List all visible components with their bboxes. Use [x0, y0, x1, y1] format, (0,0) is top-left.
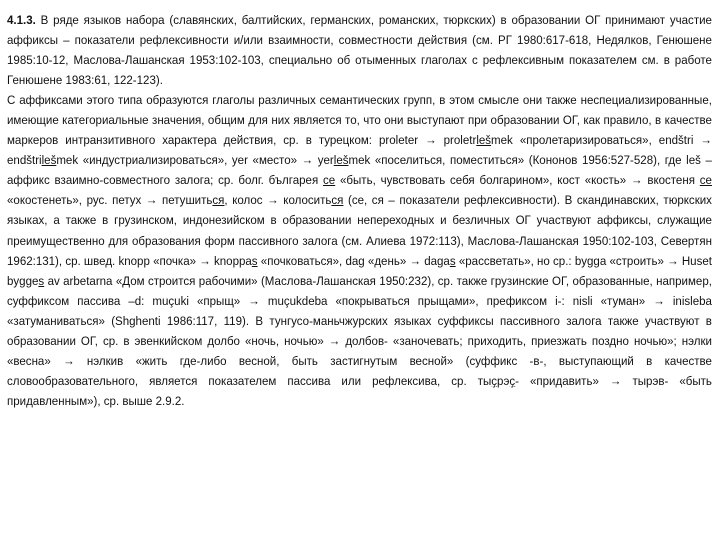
text-segment: mek «поселиться, поместиться» (Кононов 1956:527-528), где leš – аффикс взаимно-совместного залога; ср. болг. българея — [7, 153, 712, 188]
underlined-morpheme: leš — [41, 153, 57, 168]
text-segment: mek «пролетаризироваться», endštri → endštri — [7, 133, 712, 168]
underlined-morpheme: s — [38, 273, 45, 288]
underlined-morpheme: leš — [333, 153, 349, 168]
underlined-morpheme: s — [449, 253, 456, 268]
underlined-morpheme: се — [699, 173, 712, 188]
underlined-morpheme: s — [251, 253, 258, 268]
text-segment: рэ — [497, 373, 510, 388]
document-body — [7, 10, 712, 411]
paragraph-1 — [7, 10, 712, 90]
text-segment: av arbetarna «Дом строится рабочими» (Маслова-Лашанская 1950:232), ср. также грузинские ОГ, образованные, например, суффиксом пассива –d: muçuki «прыщ» → muçukdeba «покрываться прыщами», префиксом i-: nisli «туман» → inisleba «затуманиваться» (Shghenti 1986:117, 119). В тунгусо-маньчжурских языках суффиксы пассивного залога также участвуют в образовании ОГ, ср. в эвенкийском долбо «ночь, ночью» → долбов- «заночевать; приходить, приезжать поздно ночью»; нэлки «весна» → нэлкив «жить где-либо весной, быть застигнутым весной» (суффикс -в-, выступающий в качестве словообразовательного, является показателем пассива или рефлексива, ср. ты — [7, 273, 712, 388]
section-number: 4.1.3. — [7, 13, 36, 27]
underlined-morpheme: ҫ — [491, 373, 498, 388]
underlined-morpheme: се — [323, 173, 336, 188]
text-segment: - «придавить» → тырэв- «быть придавленным»), ср. выше 2.9.2. — [7, 373, 712, 408]
paragraph-2 — [7, 90, 712, 411]
text-segment: , колос → колосить — [224, 193, 332, 208]
text-segment: (се, ся – показатели рефлексивности). В скандинавских, тюркских языках, а также в грузинском, индонезийском в образовании непереходных и безличных ОГ участвуют аффиксы, служащие преимущественно для образования форм пассивного залога (см. Алиева 1972:113), Маслова-Лашанская 1950:102-103, Севертян 1962:131), ср. швед. knopp «почка» → knoppa — [7, 193, 712, 268]
underlined-morpheme: leš — [476, 133, 492, 148]
text-segment: «окостенеть», рус. петух → петушить — [7, 193, 213, 208]
text-segment: «быть, чувствовать себя болгарином», кост «кость» → вкостеня — [335, 173, 700, 188]
text-segment: «почковаться», dag «день» → daga — [257, 253, 450, 268]
text-segment: «рассветать», но ср.: bygga «строить» → Huset bygge — [7, 253, 712, 288]
underlined-morpheme: ся — [212, 193, 225, 208]
underlined-morpheme: ся — [331, 193, 344, 208]
text-segment: С аффиксами этого типа образуются глаголы различных семантических групп, в этом смысле они также неспециализированные, имеющие категориальные значения, общим для них является то, что они выступают при образовании ОГ, как правило, в качестве маркеров интранзитивного характера действия, ср. в турецком: proleter → proletr — [7, 93, 712, 148]
paragraph-1-text: В ряде языков набора (славянских, балтийских, германских, романских, тюркских) в образовании ОГ принимают участие аффиксы – показатели рефлексивности и/или взаимности, совместности действия (см. РГ 1980:617-618, Недялков, Генюшене 1985:10-12, Маслова-Лашанская 1953:102-103, специально об отыменных глаголах с рефлексивным показателем см. в работе Генюшене 1983:61, 122-123). — [7, 13, 712, 88]
text-segment: mek «индустриализироваться», yer «место» → yer — [56, 153, 334, 168]
underlined-morpheme: ҫ — [509, 373, 516, 388]
